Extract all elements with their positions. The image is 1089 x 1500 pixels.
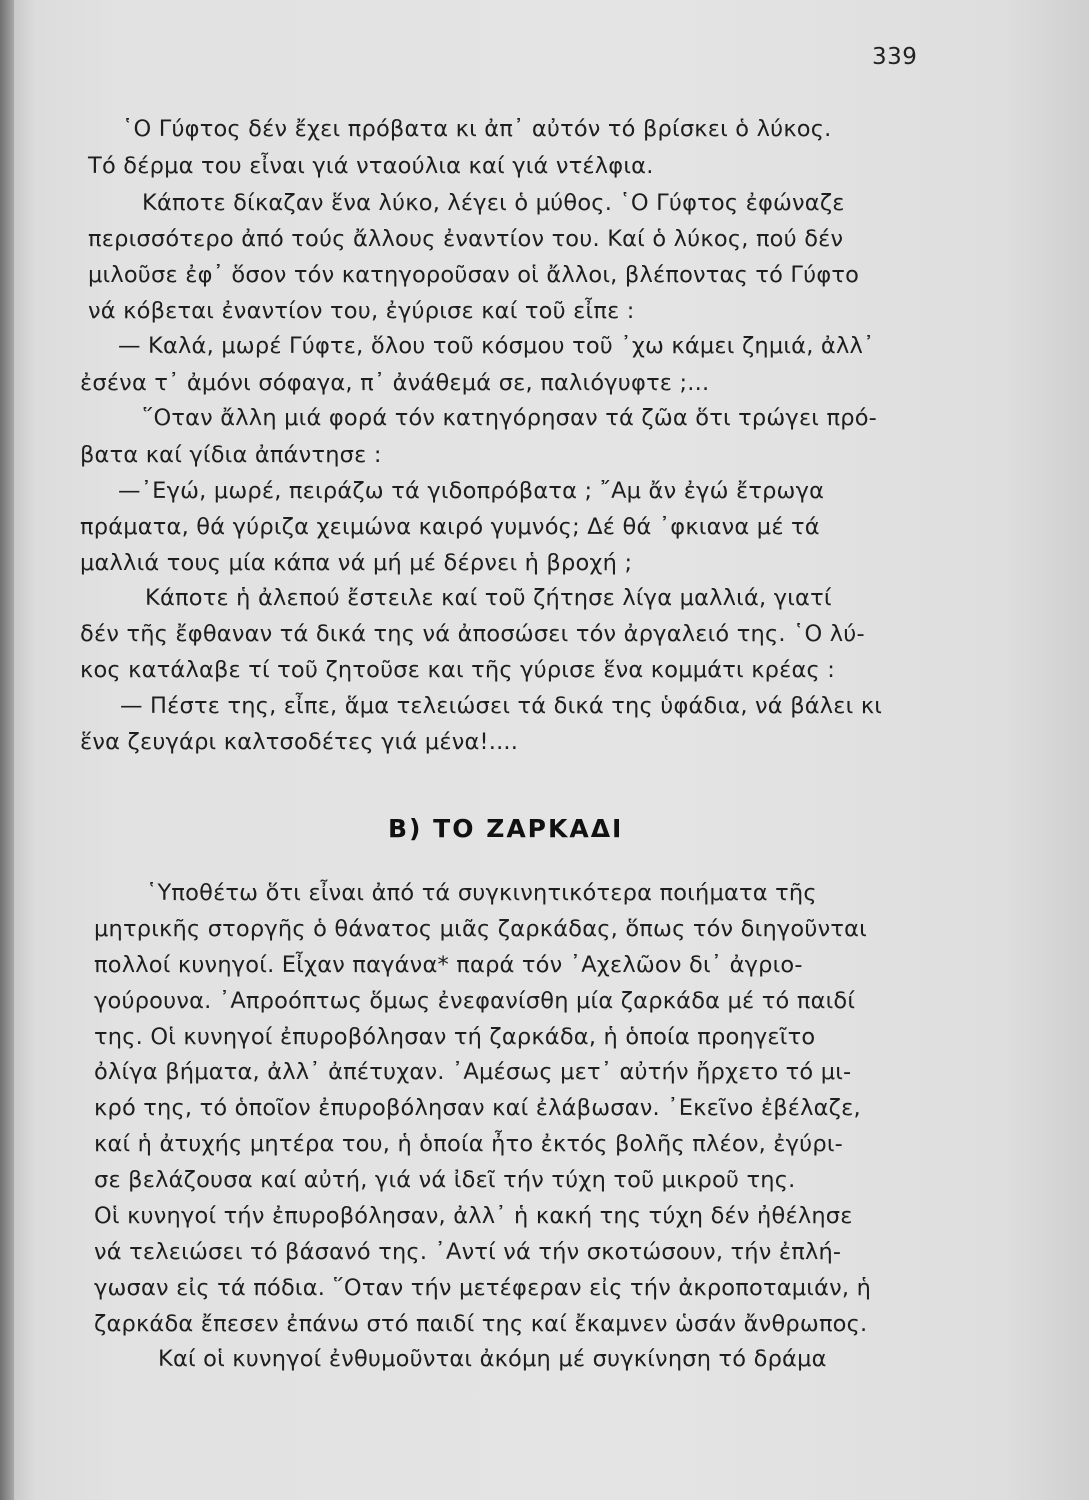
text-line: μαλλιά τους μία κάπα νά μή μέ δέρνει ἡ βροχή ;	[80, 550, 633, 576]
text-line: ῾Ο Γύφτος δέν ἔχει πρόβατα κι ἀπ᾿ αὐτόν τό βρίσκει ὁ λύκος.	[122, 116, 832, 142]
text-line: νά τελειώσει τό βάσανό της. ᾿Αντί νά τήν σκοτώσουν, τήν ἐπλή-	[94, 1239, 842, 1265]
text-line: ῾Υποθέτω ὅτι εἶναι ἀπό τά συγκινητικότερα ποιήματα τῆς	[146, 880, 817, 906]
text-line: βατα καί γίδια ἀπάντησε :	[80, 442, 382, 468]
text-line: σε βελάζουσα καί αὐτή, γιά νά ἰδεῖ τήν τύχη τοῦ μικροῦ της.	[94, 1167, 796, 1193]
text-line: μιλοῦσε ἐφ᾿ ὅσον τόν κατηγοροῦσαν οἱ ἄλλοι, βλέποντας τό Γύφτο	[88, 262, 860, 288]
text-line: περισσότερο ἀπό τούς ἄλλους ἐναντίον του. Καί ὁ λύκος, πού δέν	[88, 226, 844, 252]
text-line: πράματα, θά γύριζα χειμώνα καιρό γυμνός; Δέ θά ᾿φκιανα μέ τά	[80, 514, 820, 540]
text-line: πολλοί κυνηγοί. Εἶχαν παγάνα* παρά τόν ᾿Αχελῶον δι᾿ ἀγριο-	[94, 952, 803, 978]
text-line: της. Οἱ κυνηγοί ἐπυροβόλησαν τή ζαρκάδα, ἡ ὁποία προηγεῖτο	[94, 1024, 816, 1050]
text-line: ὀλίγα βήματα, ἀλλ᾿ ἀπέτυχαν. ᾿Αμέσως μετ᾿ αὐτήν ἤρχετο τό μι-	[94, 1059, 852, 1085]
text-line: — Πέστε της, εἶπε, ἅμα τελειώσει τά δικά της ὑφάδια, νά βάλει κι	[120, 693, 883, 719]
book-page	[14, 0, 1089, 1500]
text-line: Κάποτε δίκαζαν ἕνα λύκο, λέγει ὁ μύθος. ῾Ο Γύφτος ἐφώναζε	[142, 190, 845, 216]
text-line: ἐσένα τ᾿ ἀμόνι σόφαγα, π᾿ ἀνάθεμά σε, παλιόγυφτε ;...	[80, 370, 710, 396]
text-line: μητρικῆς στοργῆς ὁ θάνατος μιᾶς ζαρκάδας, ὅπως τόν διηγοῦνται	[94, 916, 867, 942]
text-line: ἕνα ζευγάρι καλτσοδέτες γιά μένα!....	[80, 729, 519, 755]
section-heading: Β) ΤΟ ΖΑΡΚΑΔΙ	[388, 814, 624, 843]
text-line: γούρουνα. ᾿Απροόπτως ὅμως ἐνεφανίσθη μία ζαρκάδα μέ τό παιδί	[94, 988, 856, 1014]
text-line: Τό δέρμα του εἶναι γιά νταούλια καί γιά ντέλφια.	[88, 153, 654, 179]
text-line: Οἱ κυνηγοί τήν ἐπυροβόλησαν, ἀλλ᾿ ἡ κακή της τύχη δέν ἠθέλησε	[94, 1203, 853, 1229]
text-line: ζαρκάδα ἔπεσεν ἐπάνω στό παιδί της καί ἔκαμνεν ὡσάν ἄνθρωπος.	[94, 1311, 868, 1337]
page-number: 339	[872, 44, 918, 70]
text-line: Κάποτε ἡ ἀλεπού ἔστειλε καί τοῦ ζήτησε λίγα μαλλιά, γιατί	[145, 585, 832, 611]
text-line: νά κόβεται ἐναντίον του, ἐγύρισε καί τοῦ εἶπε :	[88, 298, 635, 324]
text-line: καί ἡ ἀτυχής μητέρα του, ἡ ὁποία ἦτο ἐκτός βολῆς πλέον, ἐγύρι-	[94, 1131, 844, 1157]
text-line: γωσαν εἰς τά πόδια. ῞Οταν τήν μετέφεραν εἰς τήν ἀκροποταμιάν, ἡ	[94, 1275, 872, 1301]
text-line: — Καλά, μωρέ Γύφτε, ὅλου τοῦ κόσμου τοῦ ᾿χω κάμει ζημιά, ἀλλ᾿	[118, 333, 875, 359]
text-line: ῞Οταν ἄλλη μιά φορά τόν κατηγόρησαν τά ζῶα ὅτι τρώγει πρό-	[142, 405, 877, 431]
text-line: κρό της, τό ὁποῖον ἐπυροβόλησαν καί ἐλάβωσαν. ᾿Εκεῖνο ἐβέλαζε,	[94, 1095, 861, 1121]
page-edge-shadow	[0, 0, 14, 1500]
text-line: —᾿Εγώ, μωρέ, πειράζω τά γιδοπρόβατα ; ῎Αμ ἄν ἐγώ ἔτρωγα	[118, 478, 825, 504]
text-line: Καί οἱ κυνηγοί ἐνθυμοῦνται ἀκόμη μέ συγκίνηση τό δράμα	[158, 1346, 827, 1372]
text-line: δέν τῆς ἔφθαναν τά δικά της νά ἀποσώσει τόν ἀργαλειό της. ῾Ο λύ-	[80, 621, 865, 647]
text-line: κος κατάλαβε τί τοῦ ζητοῦσε και τῆς γύρισε ἕνα κομμάτι κρέας :	[80, 657, 836, 683]
